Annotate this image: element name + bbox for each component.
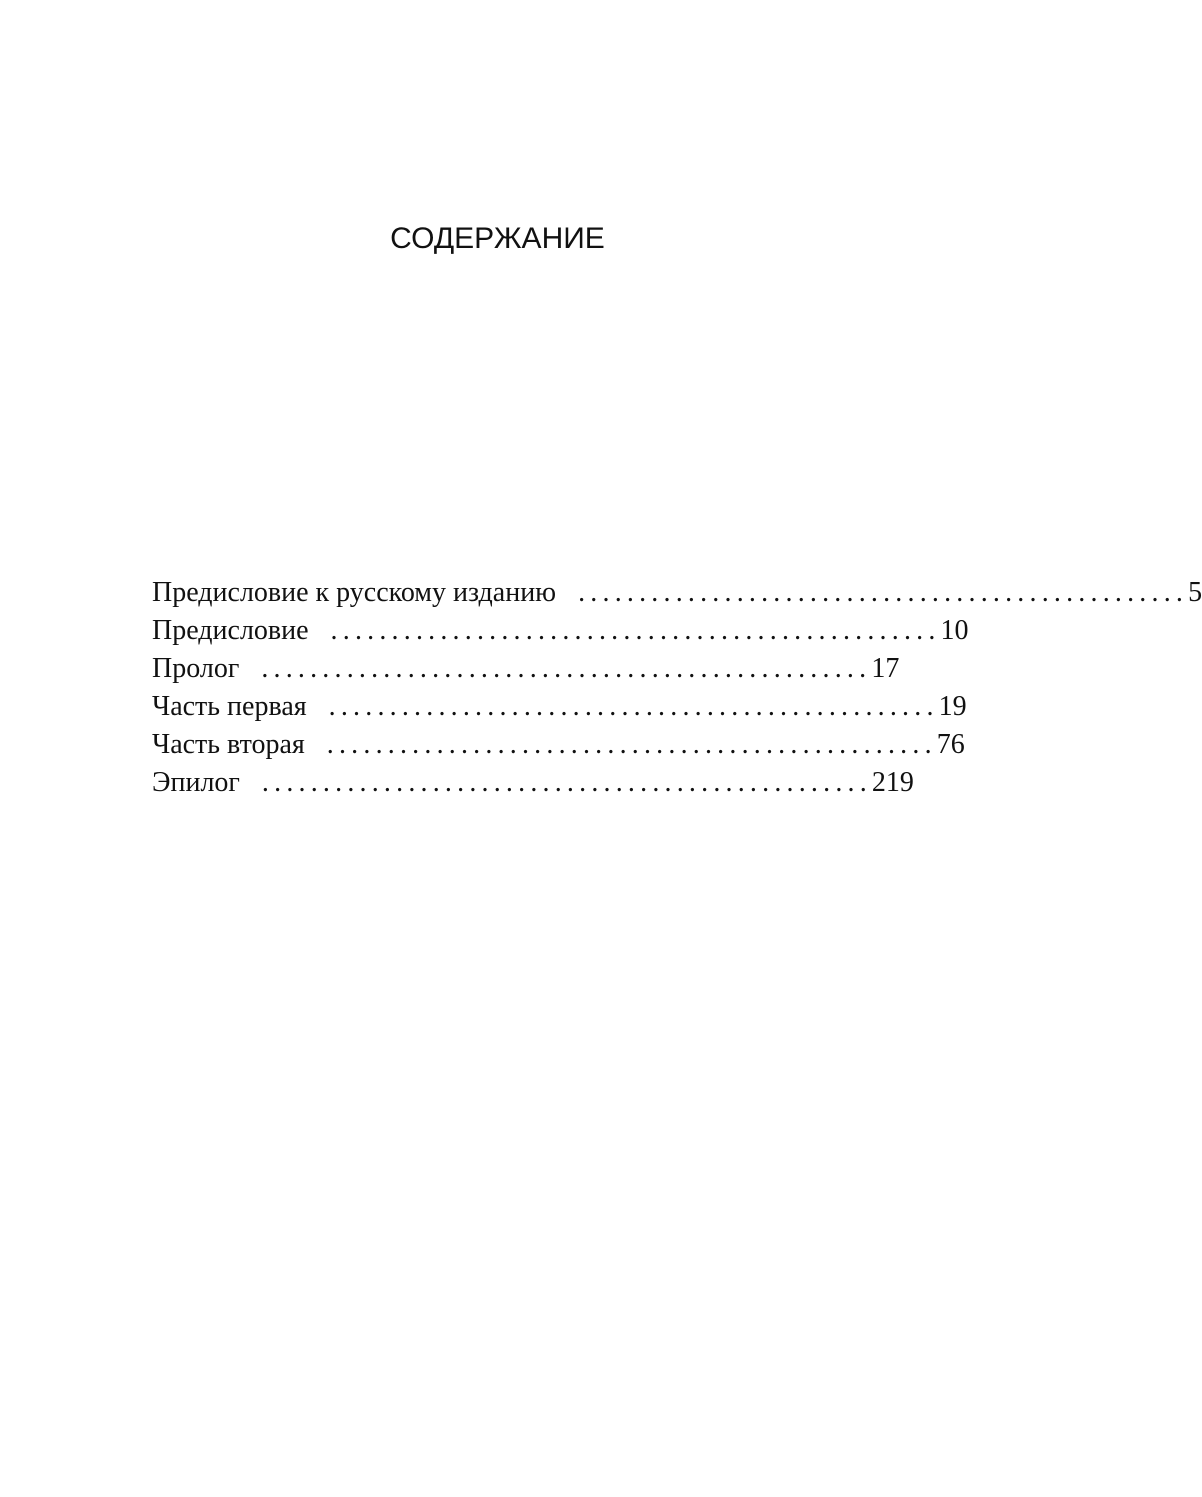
toc-entry-page: 76 [936, 729, 965, 760]
toc-entry-title: Пролог [152, 653, 240, 684]
toc-dot-leader: .................................................. [330, 615, 941, 646]
toc-entry [152, 612, 969, 650]
toc-entry [152, 764, 914, 802]
toc-entry-title: Часть вторая [152, 729, 305, 760]
toc-entry [152, 650, 900, 688]
toc-entry-page: 10 [940, 615, 969, 646]
toc-entry [152, 726, 965, 764]
toc-entry [152, 574, 1202, 612]
toc-dot-leader: .................................................. [326, 729, 937, 760]
toc-entry-title: Часть первая [152, 691, 307, 722]
toc-entry-page: 5 [1188, 577, 1202, 608]
toc-dot-leader: .................................................. [328, 691, 939, 722]
toc-entry-page: 17 [871, 653, 900, 684]
toc-dot-leader: .................................................. [578, 577, 1189, 608]
table-of-contents [152, 574, 1202, 802]
toc-entry-page: 219 [871, 767, 914, 798]
toc-entry-title: Предисловие [152, 615, 309, 646]
page-title: СОДЕРЖАНИЕ [390, 222, 605, 255]
toc-entry [152, 688, 967, 726]
toc-entry-title: Предисловие к русскому изданию [152, 577, 557, 608]
toc-entry-page: 19 [938, 691, 967, 722]
toc-dot-leader: .................................................. [261, 653, 872, 684]
toc-dot-leader: .................................................. [261, 767, 872, 798]
toc-entry-title: Эпилог [152, 767, 240, 798]
